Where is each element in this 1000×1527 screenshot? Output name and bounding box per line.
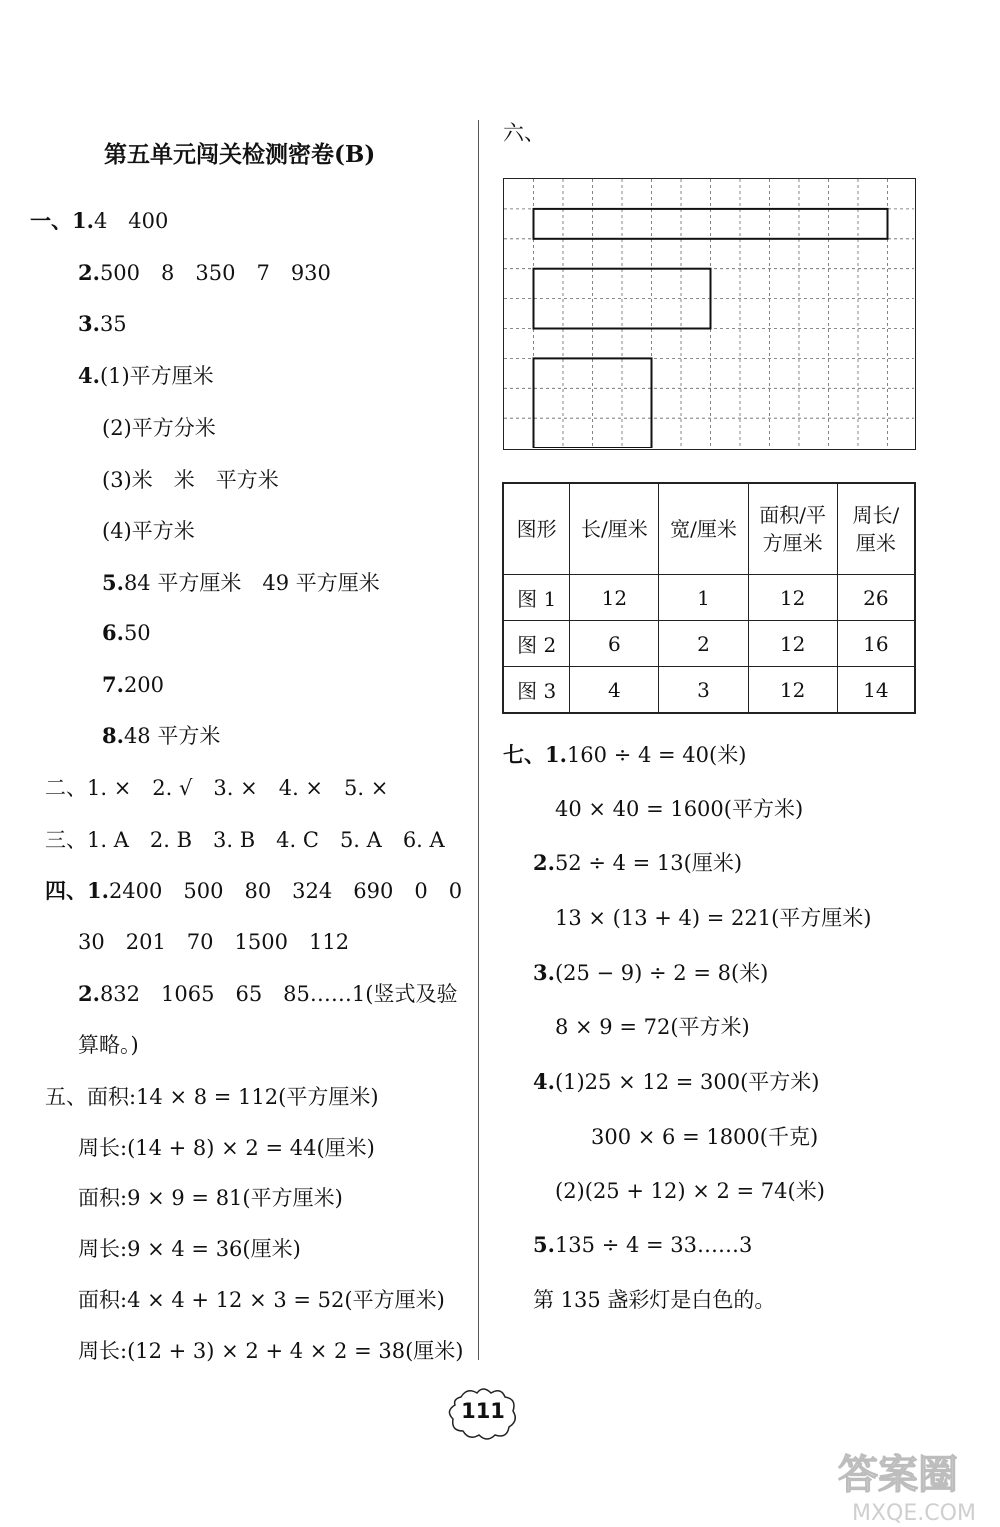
answer-line: 三、1. A 2. B 3. B 4. C 5. A 6. A bbox=[45, 828, 445, 852]
table-cell: 12 bbox=[748, 667, 837, 714]
answer-line: 二、1. × 2. √ 3. × 4. × 5. × bbox=[45, 776, 389, 800]
table-cell: 12 bbox=[748, 575, 837, 621]
answer-line: 6.50 bbox=[102, 620, 151, 645]
answer-line: 300 × 6 = 1800(千克) bbox=[591, 1125, 819, 1149]
table-row bbox=[503, 575, 915, 621]
table-header-cell: 长/厘米 bbox=[570, 483, 659, 575]
table-cell: 图 1 bbox=[503, 575, 570, 621]
answer-line: 3.(25 − 9) ÷ 2 = 8(米) bbox=[533, 960, 769, 985]
table-header-cell: 周长/ 厘米 bbox=[837, 483, 915, 575]
table-cell: 14 bbox=[837, 667, 915, 714]
table-cell: 图 3 bbox=[503, 667, 570, 714]
grid-lines bbox=[504, 179, 914, 448]
watermark-logo-text: 答案圈 bbox=[838, 1452, 958, 1498]
table-cell: 6 bbox=[570, 621, 659, 667]
answer-line: (2)(25 + 12) × 2 = 74(米) bbox=[555, 1179, 825, 1203]
answer-line: 5.135 ÷ 4 = 33……3 bbox=[533, 1232, 753, 1257]
answer-line: 七、1.160 ÷ 4 = 40(米) bbox=[503, 742, 747, 767]
watermark-url: MXQE.COM bbox=[852, 1501, 976, 1526]
figure-table bbox=[502, 482, 916, 714]
answer-line: 面积:9 × 9 = 81(平方厘米) bbox=[78, 1186, 343, 1210]
column-divider bbox=[478, 120, 479, 1360]
table-header-cell: 宽/厘米 bbox=[659, 483, 748, 575]
page-title: 第五单元闯关检测密卷(B) bbox=[104, 141, 376, 168]
table-cell: 26 bbox=[837, 575, 915, 621]
table-header-cell: 图形 bbox=[503, 483, 570, 575]
table-cell: 2 bbox=[659, 621, 748, 667]
watermark-logo bbox=[830, 1436, 1000, 1527]
page-number: 111 bbox=[461, 1399, 505, 1423]
answer-line: 2.500 8 350 7 930 bbox=[78, 260, 331, 285]
table-header-cell: 面积/平 方厘米 bbox=[748, 483, 837, 575]
watermark bbox=[830, 1436, 1000, 1527]
table-cell: 12 bbox=[748, 621, 837, 667]
answer-line: 4.(1)平方厘米 bbox=[78, 363, 214, 388]
answer-line: 2.832 1065 65 85……1(竖式及验 bbox=[78, 981, 458, 1006]
answer-line: 4.(1)25 × 12 = 300(平方米) bbox=[533, 1069, 820, 1094]
answer-line: 四、1.2400 500 80 324 690 0 0 bbox=[45, 878, 463, 903]
answer-line: 第 135 盏彩灯是白色的。 bbox=[533, 1288, 776, 1312]
table-row bbox=[503, 667, 915, 714]
table-cell: 12 bbox=[570, 575, 659, 621]
answer-line: 7.200 bbox=[102, 672, 165, 697]
table-cell: 16 bbox=[837, 621, 915, 667]
section-label: 六、 bbox=[503, 121, 545, 145]
answer-line: (4)平方米 bbox=[102, 519, 195, 543]
answer-line: 2.52 ÷ 4 = 13(厘米) bbox=[533, 850, 743, 875]
answer-line: 3.35 bbox=[78, 311, 127, 336]
answer-line: 周长:(12 + 3) × 2 + 4 × 2 = 38(厘米) bbox=[78, 1339, 464, 1363]
answer-line: 周长:9 × 4 = 36(厘米) bbox=[78, 1237, 301, 1261]
table-cell: 1 bbox=[659, 575, 748, 621]
page-number-badge bbox=[447, 1385, 519, 1441]
answer-line: 一、1.4 400 bbox=[30, 208, 169, 233]
table-cell: 3 bbox=[659, 667, 748, 714]
answer-line: 40 × 40 = 1600(平方米) bbox=[555, 797, 804, 821]
answer-line: 8.48 平方米 bbox=[102, 723, 221, 748]
answer-line: 面积:4 × 4 + 12 × 3 = 52(平方厘米) bbox=[78, 1288, 445, 1312]
answer-line: 5.84 平方厘米 49 平方厘米 bbox=[102, 570, 380, 595]
answer-line: 30 201 70 1500 112 bbox=[78, 930, 350, 954]
table-header-row bbox=[503, 483, 915, 575]
table-row bbox=[503, 621, 915, 667]
answer-line: 五、面积:14 × 8 = 112(平方厘米) bbox=[45, 1085, 379, 1109]
answer-line: 13 × (13 + 4) = 221(平方厘米) bbox=[555, 906, 872, 930]
table-cell: 图 2 bbox=[503, 621, 570, 667]
answer-line: (2)平方分米 bbox=[102, 416, 216, 440]
answer-line: (3)米 米 平方米 bbox=[102, 468, 279, 492]
answer-line: 8 × 9 = 72(平方米) bbox=[555, 1015, 750, 1039]
grid-figure bbox=[503, 178, 916, 450]
grid-drawing bbox=[504, 179, 914, 448]
answer-line: 算略。) bbox=[78, 1033, 139, 1057]
answer-line: 周长:(14 + 8) × 2 = 44(厘米) bbox=[78, 1136, 375, 1160]
table-cell: 4 bbox=[570, 667, 659, 714]
